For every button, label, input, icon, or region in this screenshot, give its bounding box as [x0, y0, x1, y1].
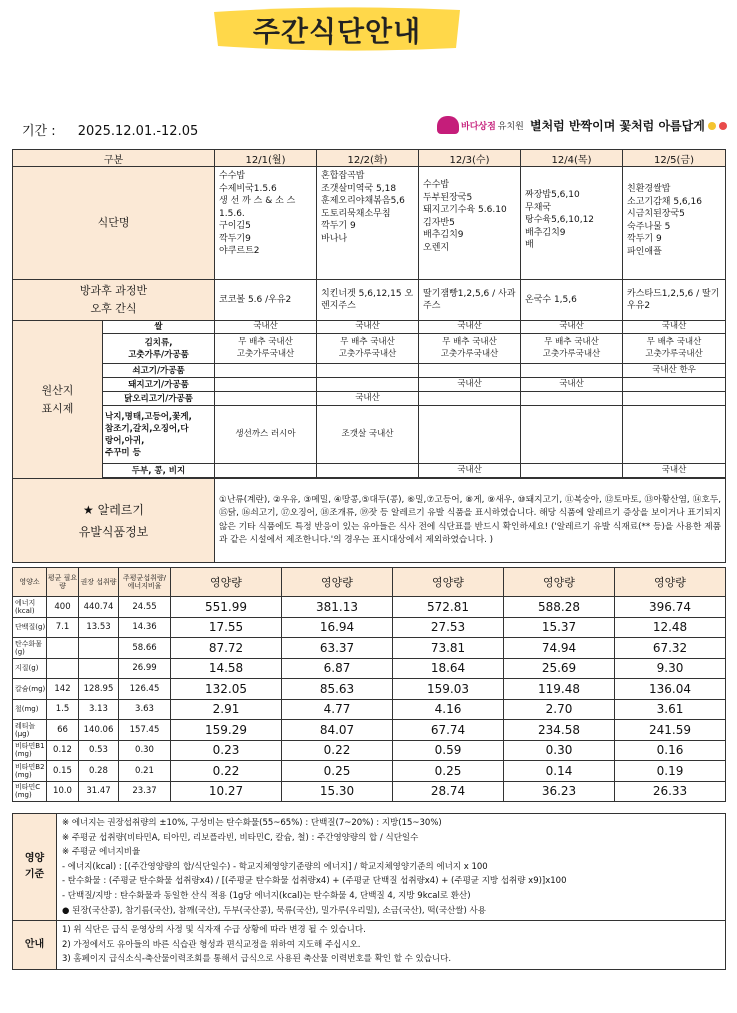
- day-amount-value: 588.28: [504, 597, 615, 618]
- day-amount-header: 영양량: [171, 568, 282, 597]
- origin-value-line: 고춧가루국내산: [338, 348, 397, 359]
- origin-value: 국내산: [521, 321, 623, 334]
- origin-value: [419, 364, 521, 378]
- day-amount-value: 0.19: [615, 761, 726, 782]
- origin-value: 국내산 한우: [623, 364, 726, 378]
- meal-label: 식단명: [13, 167, 215, 280]
- day-amount-header: 영양량: [393, 568, 504, 597]
- standard-line: ※ 주평균 섭취량(비타민A, 티아민, 리보플라빈, 비타민C, 칼슘, 철) : 주간영양량의 합 / 식단일수: [62, 832, 419, 843]
- rec-intake-value: 0.53: [79, 740, 119, 761]
- origin-label-line: 원산지: [41, 383, 74, 397]
- day-amount-value: 0.14: [504, 761, 615, 782]
- meal-item: 오렌지: [423, 242, 450, 253]
- day-amount-value: 0.59: [393, 740, 504, 761]
- origin-item: 돼지고기/가공품: [103, 378, 215, 392]
- snack-cell: 치킨너겟 5,6,12,15 오렌지주스: [317, 280, 419, 321]
- nutrient-row: [13, 638, 726, 659]
- meal-item: 배: [525, 240, 534, 250]
- period-value: 2025.12.01.-12.05: [77, 124, 199, 139]
- origin-value: 국내산: [317, 321, 419, 334]
- meal-item: 도토리묵채소무침: [321, 208, 391, 219]
- meal-item: 돼지고기수육 5.6.10: [423, 205, 507, 215]
- meal-cell: [521, 167, 623, 280]
- day-amount-value: 572.81: [393, 597, 504, 618]
- day-amount-value: 0.25: [393, 761, 504, 782]
- origin-label: [13, 321, 103, 479]
- allergy-label-line: ★ 알레르기: [83, 502, 144, 517]
- day-amount-value: 0.16: [615, 740, 726, 761]
- day-amount-value: 9.30: [615, 658, 726, 679]
- logo-type: 유치원: [497, 121, 524, 132]
- avg-need-value: 0.12: [47, 740, 79, 761]
- nutrient-name: 에너지 (kcal): [13, 597, 47, 618]
- standard-line: - 탄수화물 : (주평균 탄수화물 섭취량x4) / [(주평균 탄수화물 섭취량x4) + (주평균 단백질 섭취량x4) + (주평균 지방 섭취량 x9)]x100: [62, 876, 567, 887]
- origin-value: 국내산: [419, 378, 521, 392]
- header-day: 12/4(목): [521, 150, 623, 167]
- nutrient-name: 비타민B1 (mg): [13, 740, 47, 761]
- day-amount-value: 0.22: [282, 740, 393, 761]
- origin-value: 국내산: [317, 392, 419, 406]
- meal-item: 수수밥: [423, 180, 450, 190]
- origin-item-line: 김치류,: [144, 337, 173, 348]
- origin-value: [317, 464, 419, 478]
- origin-value: [215, 378, 317, 392]
- rec-intake-value: 13.53: [79, 617, 119, 638]
- rec-intake-value: [79, 638, 119, 659]
- meal-cell: [215, 167, 317, 280]
- day-amount-value: 3.61: [615, 699, 726, 720]
- day-amount-value: 85.63: [282, 679, 393, 700]
- nutrient-row: [13, 740, 726, 761]
- origin-value: 생선까스 러시아: [215, 406, 317, 464]
- snack-cell: 온국수 1,5,6: [521, 280, 623, 321]
- origin-value: [317, 378, 419, 392]
- day-amount-value: 159.03: [393, 679, 504, 700]
- rec-intake-value: 440.74: [79, 597, 119, 618]
- notice-body: [57, 921, 726, 970]
- day-amount-header: 영양량: [504, 568, 615, 597]
- nutrient-row: [13, 699, 726, 720]
- day-amount-value: 18.64: [393, 658, 504, 679]
- origin-value: [623, 378, 726, 392]
- meal-item: 수제비국1.5.6: [219, 183, 277, 194]
- origin-value: [521, 364, 623, 378]
- origin-value-line: 무 배추 국내산: [340, 337, 395, 347]
- meal-cell: [419, 167, 521, 280]
- origin-value: [317, 364, 419, 378]
- day-amount-value: 74.94: [504, 638, 615, 659]
- snack-cell: 카스타드1,2,5,6 / 딸기우유2: [623, 280, 726, 321]
- slogan-text: 별처럼 반짝이며 꽃처럼 아름답게: [530, 119, 705, 133]
- tulip-icon: [719, 122, 727, 130]
- header-day: 12/3(수): [419, 150, 521, 167]
- week-avg-value: 23.37: [119, 781, 171, 802]
- week-avg-value: 58.66: [119, 638, 171, 659]
- day-amount-value: 4.16: [393, 699, 504, 720]
- meal-item: 조갯살미역국 5,18: [321, 183, 397, 194]
- notice-label: 안내: [13, 921, 57, 970]
- origin-value-line: 무 배추 국내산: [646, 337, 702, 347]
- day-amount-value: 381.13: [282, 597, 393, 618]
- avg-header: 평균 필요량: [47, 568, 79, 597]
- rec-intake-value: 140.06: [79, 720, 119, 741]
- nutrient-name: 철(mg): [13, 699, 47, 720]
- meal-item: 시금치된장국5: [627, 209, 685, 219]
- origin-value: [521, 464, 623, 478]
- meal-item: 혼합잡곡밥: [321, 171, 365, 181]
- day-amount-header: 영양량: [615, 568, 726, 597]
- origin-item-line: 고춧가루/가공품: [128, 349, 189, 360]
- day-amount-value: 67.74: [393, 720, 504, 741]
- meal-item: 훈제오리야채볶음5,6: [321, 196, 405, 206]
- origin-item: [103, 406, 215, 464]
- notice-line: 2) 가정에서도 유아들의 바른 식습관 형성과 편식교정을 위하여 지도해 주십시오.: [62, 939, 361, 950]
- nutrient-name: 지질(g): [13, 658, 47, 679]
- day-amount-value: 234.58: [504, 720, 615, 741]
- standard-line: ● 된장(국산콩), 참기름(국산), 참깨(국산), 두부(국산콩), 묵류(국산), 밀가루(우리밀), 소금(국산), 떡(국산쌀) 사용: [62, 905, 486, 916]
- meal-cell: [623, 167, 726, 280]
- day-amount-value: 0.30: [504, 740, 615, 761]
- day-amount-value: 28.74: [393, 781, 504, 802]
- day-amount-value: 84.07: [282, 720, 393, 741]
- header-day: 12/5(금): [623, 150, 726, 167]
- meal-item: 소고기감채 5,6,16: [627, 196, 702, 207]
- origin-value: [419, 392, 521, 406]
- logo-name: 바다상점: [461, 121, 496, 132]
- day-amount-value: 25.69: [504, 658, 615, 679]
- day-amount-header: 영양량: [282, 568, 393, 597]
- rec-intake-value: 31.47: [79, 781, 119, 802]
- origin-value: [419, 334, 521, 364]
- kindergarten-logo: [437, 116, 524, 134]
- day-amount-value: 10.27: [171, 781, 282, 802]
- origin-value-line: 고춧가루국내산: [645, 348, 703, 359]
- day-amount-value: 16.94: [282, 617, 393, 638]
- slogan: [530, 117, 727, 134]
- standard-label-line: 기준: [24, 869, 45, 881]
- day-amount-value: 159.29: [171, 720, 282, 741]
- nutrient-row: [13, 761, 726, 782]
- notice-line: 3) 홈페이지 급식소식-축산물이력조회를 통해서 급식으로 사용된 축산물 이력번호를 확인 할 수 있습니다.: [62, 954, 452, 965]
- rec-intake-value: [79, 658, 119, 679]
- snack-cell: 딸기잼빵1,2,5,6 / 사과주스: [419, 280, 521, 321]
- origin-value: [521, 334, 623, 364]
- origin-item-line: 참조기,갈치,오징어,다: [105, 423, 189, 434]
- origin-value-line: 고춧가루국내산: [236, 348, 295, 359]
- day-amount-value: 63.37: [282, 638, 393, 659]
- nutrient-row: [13, 720, 726, 741]
- origin-item: 쌀: [103, 321, 215, 334]
- day-amount-value: 36.23: [504, 781, 615, 802]
- nutrient-name: 칼슘(mg): [13, 679, 47, 700]
- day-amount-value: 87.72: [171, 638, 282, 659]
- origin-value-line: 고춧가루국내산: [542, 348, 601, 359]
- rec-intake-value: 0.28: [79, 761, 119, 782]
- header-day: 12/1(월): [215, 150, 317, 167]
- origin-item-line: 주꾸미 등: [105, 447, 141, 458]
- nutrition-table: [12, 567, 726, 802]
- header-category: 구분: [13, 150, 215, 167]
- rec-intake-value: 128.95: [79, 679, 119, 700]
- day-amount-value: 0.25: [282, 761, 393, 782]
- flower-icon: [708, 122, 716, 130]
- meal-item: 친환경쌀밥: [627, 184, 671, 194]
- standard-line: ※ 에너지는 권장섭취량의 ±10%, 구성비는 탄수화물(55~65%) : 단백질(7~20%) : 지방(15~30%): [62, 818, 442, 828]
- origin-value: [215, 334, 317, 364]
- week-avg-value: 0.21: [119, 761, 171, 782]
- standard-line: - 단백질/지방 : 탄수화물과 동일한 산식 적용 (1g당 에너지(kcal)는 탄수화물 4, 단백질 4, 지방 9kcal로 환산): [62, 890, 471, 901]
- standard-body: [57, 814, 726, 921]
- meal-item: 파인애플: [627, 246, 662, 257]
- day-amount-value: 26.33: [615, 781, 726, 802]
- standard-label: [13, 814, 57, 921]
- origin-value: [623, 406, 726, 464]
- day-amount-value: 119.48: [504, 679, 615, 700]
- day-amount-value: 12.48: [615, 617, 726, 638]
- meal-item: 배추김치9: [423, 230, 464, 240]
- origin-value: 국내산: [521, 378, 623, 392]
- origin-value: [521, 392, 623, 406]
- nutrient-name: 레티놀(μg): [13, 720, 47, 741]
- day-amount-value: 4.77: [282, 699, 393, 720]
- period: [22, 120, 198, 139]
- nutrient-header: 영양소: [13, 568, 47, 597]
- allergy-info: ①난류(계란), ②우유, ③메밀, ④땅콩,⑤대두(콩), ⑥밀,⑦고등어, ⑧게, ⑨새우, ⑩돼지고기, ⑪복숭아, ⑫토마토, ⑬아황산염, ⑭호두, ⑮닭, ⑯쇠고기, ⑰오징어, ⑱조개류, ⑲잣 등 알레르기 유발 식품을 표시하였습니다. 해당 식품에 알레르기 증상을 보이거나 표기되지 않은 기타 식품에도 특정 반응이 있는 유아들은 식사 전에 식단표를 반드시 확인하세요! ('알레르기 유발 식재료(** 등)을 사용한 제품과 같은 시설에서 제조한니다.'의 경우는 표시대상에서 제외하였습니다. ): [215, 479, 726, 563]
- origin-item-line: 랑어,아귀,: [105, 435, 145, 446]
- meal-item: 깍두기9: [219, 233, 251, 244]
- day-amount-value: 0.23: [171, 740, 282, 761]
- nutrient-name: 탄수화물 (g): [13, 638, 47, 659]
- meal-item: 무채국: [525, 202, 552, 213]
- day-amount-value: 14.58: [171, 658, 282, 679]
- avg-need-value: 400: [47, 597, 79, 618]
- page-title-banner: [206, 2, 468, 54]
- meal-item: 깍두기 9: [627, 234, 662, 244]
- origin-value: [215, 464, 317, 478]
- avg-need-value: 7.1: [47, 617, 79, 638]
- day-amount-value: 15.30: [282, 781, 393, 802]
- meal-item: 바나나: [321, 233, 348, 244]
- avg-need-value: [47, 658, 79, 679]
- day-amount-value: 241.59: [615, 720, 726, 741]
- origin-value: [521, 406, 623, 464]
- origin-item: 쇠고기/가공품: [103, 364, 215, 378]
- meal-item: 깍두기 9: [321, 221, 356, 231]
- rec-intake-value: 3.13: [79, 699, 119, 720]
- day-amount-value: 132.05: [171, 679, 282, 700]
- origin-value-line: 무 배추 국내산: [238, 337, 293, 347]
- day-amount-value: 67.32: [615, 638, 726, 659]
- avg-need-value: 142: [47, 679, 79, 700]
- origin-item: [103, 334, 215, 364]
- week-avg-value: 126.45: [119, 679, 171, 700]
- week-header: 주평균섭취량/ 에너지비율: [119, 568, 171, 597]
- week-avg-value: 0.30: [119, 740, 171, 761]
- snack-label-line: 오후 간식: [90, 302, 137, 315]
- nutrient-row: [13, 679, 726, 700]
- origin-item-line: 낙지,명태,고등어,꽃게,: [105, 411, 192, 422]
- day-amount-value: 0.22: [171, 761, 282, 782]
- origin-value: [215, 364, 317, 378]
- origin-value: 국내산: [419, 321, 521, 334]
- period-label: 기간 :: [22, 124, 56, 139]
- nutrient-name: 단백질(g): [13, 617, 47, 638]
- rec-header: 권장 섭취량: [79, 568, 119, 597]
- standard-line: ※ 주평균 에너지비율: [62, 847, 141, 858]
- avg-need-value: [47, 638, 79, 659]
- day-amount-value: 15.37: [504, 617, 615, 638]
- origin-value: [215, 392, 317, 406]
- origin-value: [623, 392, 726, 406]
- meal-item: 짜장밥5,6,10: [525, 190, 580, 200]
- meal-cell: [317, 167, 419, 280]
- logo-icon: [437, 116, 459, 134]
- standard-label-line: 영양: [24, 853, 45, 865]
- meal-item: 김자반5: [423, 217, 455, 228]
- origin-label-line: 표시제: [41, 401, 74, 415]
- snack-label: [13, 280, 215, 321]
- day-amount-value: 17.55: [171, 617, 282, 638]
- page-title: 주간식단안내: [252, 15, 422, 48]
- day-amount-value: 73.81: [393, 638, 504, 659]
- day-amount-value: 2.91: [171, 699, 282, 720]
- day-amount-value: 396.74: [615, 597, 726, 618]
- avg-need-value: 10.0: [47, 781, 79, 802]
- nutrient-row: [13, 658, 726, 679]
- origin-value: [317, 334, 419, 364]
- notice-line: 1) 위 식단은 급식 운영상의 사정 및 식자재 수급 상황에 따라 변경 될 수 있습니다.: [62, 925, 366, 936]
- snack-label-line: 방과후 과정반: [79, 284, 148, 297]
- day-amount-value: 6.87: [282, 658, 393, 679]
- meal-item: 숙주나물 5: [627, 221, 671, 232]
- origin-value: 국내산: [215, 321, 317, 334]
- origin-value: 국내산: [419, 464, 521, 478]
- meal-item: 수수밥: [219, 171, 246, 181]
- week-avg-value: 14.36: [119, 617, 171, 638]
- origin-value: [419, 406, 521, 464]
- origin-value-line: 무 배추 국내산: [544, 337, 599, 347]
- snack-cell: 코코볼 5.6 /우유2: [215, 280, 317, 321]
- origin-value: 국내산: [623, 321, 726, 334]
- menu-table: [12, 149, 726, 563]
- meal-item: 두부된장국5: [423, 192, 473, 203]
- avg-need-value: 1.5: [47, 699, 79, 720]
- nutrient-row: [13, 781, 726, 802]
- avg-need-value: 0.15: [47, 761, 79, 782]
- standard-table: [12, 813, 726, 970]
- header-day: 12/2(화): [317, 150, 419, 167]
- standard-line: - 에너지(kcal) : [(주간영양량의 합/식단일수) - 학교지체영양기준량의 에너지] / 학교지체영양기준의 에너지 x 100: [62, 861, 488, 872]
- origin-value: 국내산: [623, 464, 726, 478]
- day-amount-value: 27.53: [393, 617, 504, 638]
- meal-item: 탕수육5,6,10,12: [525, 215, 595, 225]
- nutrient-name: 비타민B2 (mg): [13, 761, 47, 782]
- week-avg-value: 3.63: [119, 699, 171, 720]
- origin-value: 조갯살 국내산: [317, 406, 419, 464]
- week-avg-value: 24.55: [119, 597, 171, 618]
- week-avg-value: 26.99: [119, 658, 171, 679]
- origin-item: 두부, 콩, 비지: [103, 464, 215, 478]
- allergy-label-line: 유발식품정보: [78, 524, 149, 539]
- meal-item: 생 선 까 스 & 소 스 1.5.6.: [219, 196, 296, 219]
- meal-item: 배추김치9: [525, 227, 566, 238]
- meal-item: 구이김5: [219, 221, 251, 231]
- day-amount-value: 551.99: [171, 597, 282, 618]
- nutrient-row: [13, 597, 726, 618]
- nutrient-name: 비타민C (mg): [13, 781, 47, 802]
- origin-value-line: 고춧가루국내산: [440, 348, 499, 359]
- origin-value-line: 무 배추 국내산: [442, 337, 497, 347]
- nutrient-row: [13, 617, 726, 638]
- week-avg-value: 157.45: [119, 720, 171, 741]
- allergy-label: [13, 479, 215, 563]
- avg-need-value: 66: [47, 720, 79, 741]
- meal-item: 야쿠르트2: [219, 246, 260, 256]
- day-amount-value: 136.04: [615, 679, 726, 700]
- origin-value: [623, 334, 726, 364]
- day-amount-value: 2.70: [504, 699, 615, 720]
- origin-item: 닭오리고기/가공품: [103, 392, 215, 406]
